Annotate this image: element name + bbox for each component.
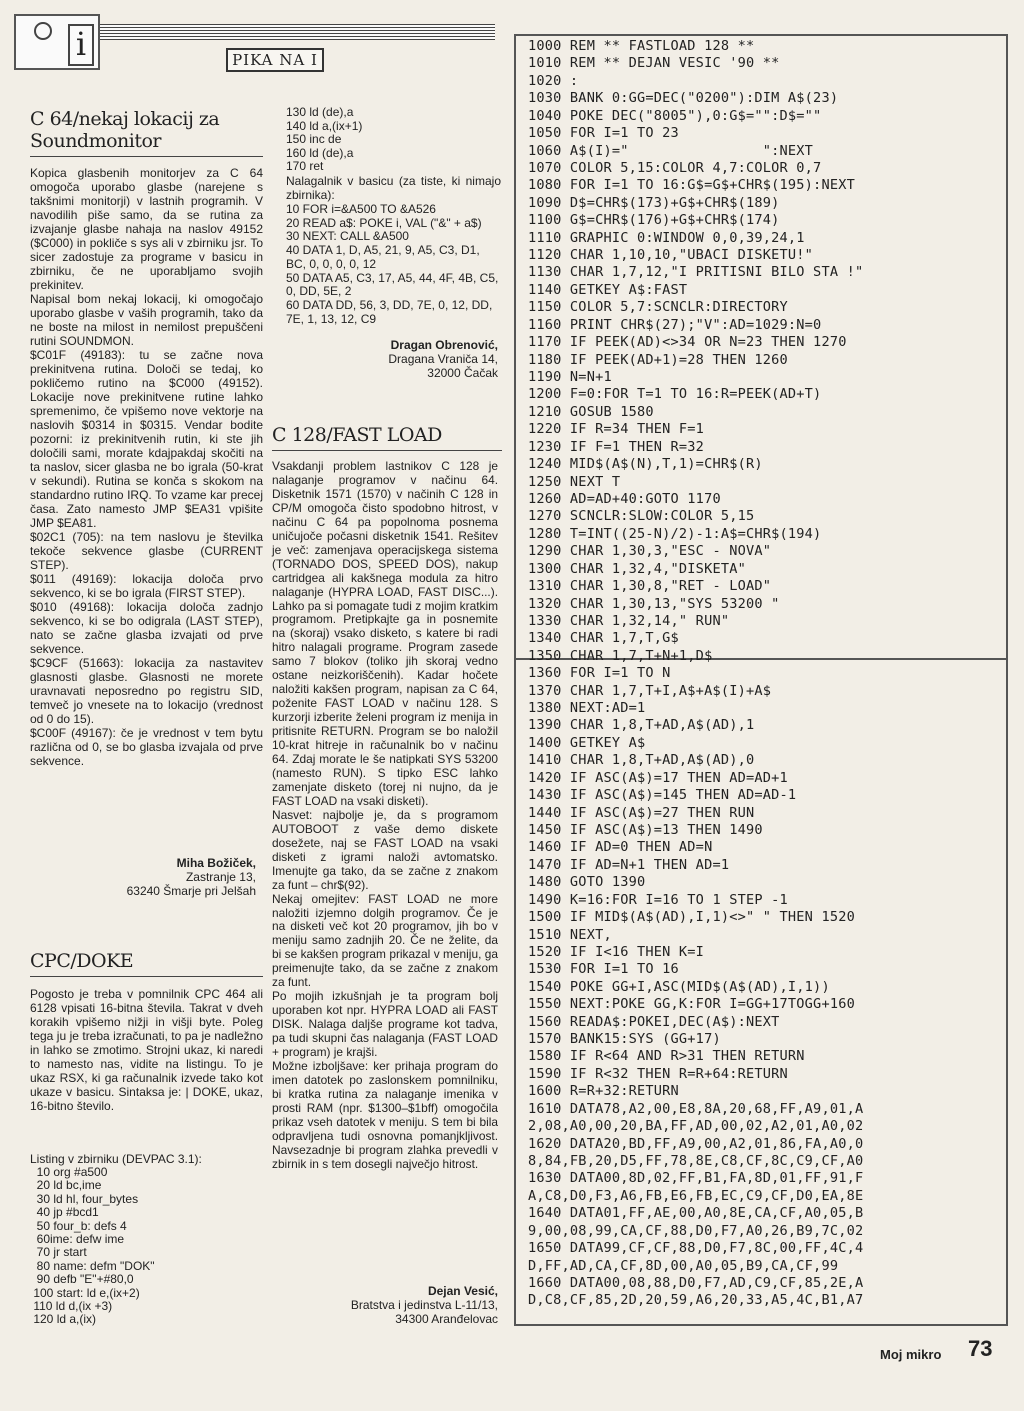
listing-line: 1310 CHAR 1,30,8,"RET - LOAD" [528,578,772,595]
article-title-fastload: C 128/FAST LOAD [272,424,442,446]
logo-circle-icon [34,22,52,40]
listing-line: 1170 IF PEEK(AD)<>34 OR N=23 THEN 1270 [528,334,847,351]
basic-loader-listing: 10 FOR i=&A500 TO &A526 20 READ a$: POKE i, VAL ("&" + a$) 30 NEXT: CALL &A500 40 DATA 1, D, A5, 21, 9, A5, C3, D1, BC, 0, 0, 0, 0, 12 50 DATA A5, C3, 17, A5, 44, 4F, 4B, C5, 0, DD, 5E, 2 60 DATA DD, 56, 3, DD, 7E, 0, 12, DD, 7E, 1, 13, 12, C9 [286,202,499,326]
listing-line: 1270 SCNCLR:SLOW:COLOR 5,15 [528,508,755,525]
listing-line: 1060 A$(I)=" ":NEXT [528,142,814,159]
listing-line: 1350 CHAR 1,7,T+N+1,D$ [528,647,713,664]
listing-line: 1530 FOR I=1 TO 16 [528,961,679,978]
listing-line: 1150 COLOR 5,7:SCNCLR:DIRECTORY [528,299,788,316]
author-name-cpc: Dragan Obrenović, [390,338,498,352]
listing-line: 1450 IF ASC(A$)=13 THEN 1490 [528,821,763,838]
listing-line: 1040 POKE DEC("8005"),0:G$="":D$="" [528,107,822,124]
listing-line: A,C8,D0,F3,A6,FB,E6,FB,EC,C9,CF,D0,EA,8E [528,1187,864,1204]
listing-line: 1140 GETKEY A$:FAST [528,281,688,298]
listing-line: 1620 DATA20,BD,FF,A9,00,A2,01,86,FA,A0,0 [528,1135,864,1152]
listing-line: 1210 GOSUB 1580 [528,403,654,420]
listing-line: 1360 FOR I=1 TO N [528,665,671,682]
listing-line: 1430 IF ASC(A$)=145 THEN AD=AD-1 [528,787,797,804]
listing-line: 1490 K=16:FOR I=16 TO 1 STEP -1 [528,891,788,908]
article-body-c64: Kopica glasbenih monitorjev za C 64 omogoča uporabo glasbe (narejene s takšnimi monitorji) v lastnih programih. V navodilih piše samo, da se rutina za izvajanje glasbe nahaja na naslov 49152 ($C000) in pokliče s sys ali v zbirniku jsr. To sicer zadostuje za programe v basicu in zbirniku, če ne uporabljamo svojih prekinitev. Napisal bom nekaj lokacij, ki omogočajo uporabo glasbe v vaših programih, tako da ne boste na milost in nemilost prepuščeni rutini SOUNDMON. $C01F (49183): tu se začne nova prekinitvena rutina. Določi se tedaj, ko pokličemo rutino na $C000 (49152). Lokacije nove prekinitvene rutine lahko spremenimo, če vpišemo nove vektorje na naslovih $0314 in $0315. Vendar bodite pozorni: iz prekinitvenih rutin, ki ste jih določili sami, morate kdajpakdaj skočiti na ta naslov, sicer glasba ne bo igrala (50-krat v sekundi). Rutina se konča s skokom na standardno rutino IRQ. To vzame kar precej časa. Zato namesto JMP $EA31 vpišite JMP $EA81. $02C1 (705): na tem naslovu je številka tekoče sekvence glasbe (CURRENT STEP). $011 (49169): lokacija določa prvo sekvenco, ki se bo igrala (FIRST STEP). $010 (49168): lokacija določa zadnjo sekvenco, ki se bo odigrala (LAST STEP), nato se začne glasba izvajati od prve sekvence. $C9CF (51663): lokacija za nastavitev glasnosti glasbe. Glasnosti ne morete uravnavati neposredno po registru SID, temveč jo vnesete na to lokacijo (vrednost od 0 do 15). $C00F (49167): če je vrednost v tem bytu različna od 0, se bo glasba izvajala od prve sekvence. [30,166,263,768]
article-title-c64: C 64/nekaj lokacij za Soundmonitor [30,108,220,152]
listing-line: 1500 IF MID$(A$(AD),I,1)<>" " THEN 1520 [528,909,855,926]
listing-line: 1440 IF ASC(A$)=27 THEN RUN [528,804,755,821]
listing-line: 1420 IF ASC(A$)=17 THEN AD=AD+1 [528,769,788,786]
page-number: 73 [968,1336,993,1361]
section-title: PIKA NA I [226,48,324,72]
listing-line: 1380 NEXT:AD=1 [528,700,646,717]
listing-line: 1660 DATA00,08,88,D0,F7,AD,C9,CF,85,2E,A [528,1274,864,1291]
listing-line: 1390 CHAR 1,8,T+AD,A$(AD),1 [528,717,755,734]
listing-intro: Listing v zbirniku (DEVPAC 3.1): [30,1152,202,1166]
author-name-fastload: Dejan Vesić, [427,1284,498,1298]
listing-line: 1410 CHAR 1,8,T+AD,A$(AD),0 [528,752,755,769]
listing-line: 1180 IF PEEK(AD+1)=28 THEN 1260 [528,351,788,368]
listing-line: 1190 N=N+1 [528,369,612,386]
assembler-listing-cont: 130 ld (de),a 140 ld a,(ix+1) 150 inc de 160 ld (de),a 170 ret [286,105,363,174]
listing-line: 1020 : [528,72,579,89]
listing-line: 1480 GOTO 1390 [528,874,646,891]
listing-line: 1290 CHAR 1,30,3,"ESC - NOVA" [528,543,772,560]
listing-line: 1120 CHAR 1,10,10,"UBACI DISKETU!" [528,247,814,264]
basic-program-listing [528,38,1006,1310]
listing-line: 1000 REM ** FASTLOAD 128 ** [528,38,755,54]
listing-line: 1100 G$=CHR$(176)+G$+CHR$(174) [528,212,780,229]
listing-line: 8,84,FB,20,D5,FF,78,8E,C8,CF,8C,C9,CF,A0 [528,1153,864,1169]
listing-line: 1630 DATA00,8D,02,FF,B1,FA,8D,01,FF,91,F [528,1170,864,1187]
listing-line: 1330 CHAR 1,32,14," RUN" [528,612,730,629]
section-logo [14,14,100,70]
listing-line: 1130 CHAR 1,7,12,"I PRITISNI BILO STA !" [528,264,864,281]
author-address-c64: Zastranje 13, 63240 Šmarje pri Jelšah [126,870,256,898]
magazine-name: Moj mikro [880,1347,942,1362]
listing-line: 9,00,08,99,CA,CF,88,D0,F7,A0,26,B9,7C,02 [528,1222,864,1239]
author-address-fastload: Bratstva i jedinstva L-11/13, 34300 Aranđelovac [350,1298,498,1326]
listing-line: 1090 D$=CHR$(173)+G$+CHR$(189) [528,194,780,211]
listing-line: 1650 DATA99,CF,CF,88,D0,F7,8C,00,FF,4C,4 [528,1240,864,1257]
listing-line: 1640 DATA01,FF,AE,00,A0,8E,CA,CF,A0,05,B [528,1205,864,1222]
listing-line: 1570 BANK15:SYS (GG+17) [528,1031,721,1048]
listing-line: 1160 PRINT CHR$(27);"V":AD=1029:N=0 [528,316,822,333]
listing-line: 1540 POKE GG+I,ASC(MID$(A$(AD),I,1)) [528,978,830,995]
listing-line: 1240 MID$(A$(N),T,1)=CHR$(R) [528,456,763,473]
logo-letter: i [68,24,94,66]
listing-line: 1070 COLOR 5,15:COLOR 4,7:COLOR 0,7 [528,159,822,176]
listing-line: 1010 REM ** DEJAN VESIC '90 ** [528,55,780,72]
listing-line: 2,08,A0,00,20,BA,FF,AD,00,02,A2,01,A0,02 [528,1118,864,1135]
listing-line: 1200 F=0:FOR T=1 TO 16:R=PEEK(AD+T) [528,386,822,403]
listing-line: 1560 READA$:POKEI,DEC(A$):NEXT [528,1013,780,1030]
listing-line: 1260 AD=AD+40:GOTO 1170 [528,490,721,507]
listing-line: 1610 DATA78,A2,00,E8,8A,20,68,FF,A9,01,A [528,1100,864,1117]
listing-line: 1520 IF I<16 THEN K=I [528,943,705,960]
listing-line: 1230 IF F=1 THEN R=32 [528,438,705,455]
article-title-cpc: CPC/DOKE [30,950,134,972]
author-name-c64: Miha Božiček, [176,856,256,870]
listing-line: 1460 IF AD=0 THEN AD=N [528,839,713,856]
title-rule [30,976,263,977]
title-rule [30,156,263,157]
assembler-listing: 10 org #a500 20 ld bc,ime 30 ld hl, four_bytes 40 jp #bcd1 50 four_b: defs 4 60ime: defw ime 70 jr start 80 name: defm "DOK" 90 defb "E"+#80,0 100 start: ld e,(ix+2) 110 ld d,(ix +3) 120 ld a,(ix) [33,1165,155,1327]
listing-line: D,FF,AD,CA,CF,8D,00,A0,05,B9,CA,CF,99 [528,1257,839,1274]
listing-line: 1320 CHAR 1,30,13,"SYS 53200 " [528,595,780,612]
article-body-fastload: Vsakdanji problem lastnikov C 128 je nalaganje programov v načinu 64. Disketnik 1571 (1570) v načinih C 128 in CP/M omogoča čisto spodobno hitrost, v načinu C 64 pa popolnoma posnema uničujoče počasni disketnik 1541. Rešitev je več: zamenjava operacijskega sistema (TORNADO DOS, SPEED DOS), nakup cartridgea ali kakšnega modula za hitro nalaganje (HYPRA LOAD, FAST DISC...). Lahko pa si pomagate tudi z mojim kratkim programom. Pretipkajte ga in posnemite na (skoraj) vsako disketo, s katere bi radi hitro nalagali programe. Program zasede samo 7 blokov (toliko jih skoraj vedno ostane neizkoriščenih). Kadar hočete naložiti kakšen program, napisan za C 64, poženite FAST LOAD v načinu 128. S kurzorji izberite želeni program iz menija in pritisnite RETURN. Program se bo naložil 10-krat hitreje in računalnik bo v načinu 64. Zdaj morate le še natipkati SYS 53200 (namesto RUN). S tipko ESC lahko zamenjate disketo (torej ni nujno, da je FAST LOAD na vsaki disketi). Nasvet: najbolje je, da s programom AUTOBOOT z vaše demo diskete dosežete, naj se FAST LOAD na vsaki disketi z igrami naloži avtomatsko. Imenujte ga tako, da se začne z znakom za funt – chr$(92). Nekaj omejitev: FAST LOAD ne more naložiti izjemno dolgih programov. Če je na disketi več kot 20 programov, jih bo v meniju samo zadnjih 20. Če ne želite, da bi se kakšen program prikazal v meniju, ga preimenujte tako, da se začne z znakom za funt. Po mojih izkušnjah je ta program bolj uporaben kot npr. HYPRA LOAD ali FAST DISK. Nalaga daljše programe kot tadva, pa tudi skupni čas nalaganja (FAST LOAD + program) je krajši. Možne izboljšave: ker prihaja program do imen datotek po zaslonskem pomnilniku, bi kratka rutina za nalaganje imenika v prosti RAM (npr. $1300–$1bff) omogočila prikaz vseh datotek v meniju. S tem bi bila odpravljena tudi osnovna pomanjkljivost. Navsezadnje bi program zlahka prevedli v zbirnik in s tem dosegli največjo hitrost. [272,459,498,1171]
listing-line: 1510 NEXT, [528,926,612,943]
listing-line: 1400 GETKEY A$ [528,734,646,751]
listing-line: 1300 CHAR 1,32,4,"DISKETA" [528,560,746,577]
author-address-cpc: Dragana Vraniča 14, 32000 Čačak [388,352,498,380]
listing-line: 1600 R=R+32:RETURN [528,1083,679,1100]
listing-line: 1250 NEXT T [528,473,621,490]
listing-line: 1470 IF AD=N+1 THEN AD=1 [528,856,730,873]
listing-line: 1030 BANK 0:GG=DEC("0200"):DIM A$(23) [528,90,839,107]
listing-line: 1580 IF R<64 AND R>31 THEN RETURN [528,1048,805,1065]
listing-line: 1590 IF R<32 THEN R=R+64:RETURN [528,1065,788,1082]
title-rule [272,450,502,451]
listing-line: 1050 FOR I=1 TO 23 [528,125,679,142]
listing-line: 1370 CHAR 1,7,T+I,A$+A$(I)+A$ [528,682,772,699]
listing-line: 1110 GRAPHIC 0:WINDOW 0,0,39,24,1 [528,229,805,246]
listing-line: 1550 NEXT:POKE GG,K:FOR I=GG+17TOGG+160 [528,996,855,1013]
article-body-cpc: Pogosto je treba v pomnilnik CPC 464 ali 6128 vpisati 16-bitna števila. Takrat v dveh korakih vpišemo nižji in višji byte. Poleg tega ju je treba izračunati, to pa je nadležno in lahko se zmotimo. Strojni ukaz, ki naredi to namesto nas, vidite na listingu. To je ukaz RSX, ki ga računalnik izvede tako kot ukaze v basicu. Sintaksa je: | DOKE, ukaz, 16-bitno število. [30,987,263,1113]
basic-loader-intro: Nalagalnik v basicu (za tiste, ki nimajo zbirnika): [286,174,501,202]
listing-line: 1280 T=INT((25-N)/2)-1:A$=CHR$(194) [528,525,822,542]
listing-line: 1340 CHAR 1,7,T,G$ [528,630,679,647]
listing-line: D,C8,CF,85,2D,20,59,A6,20,33,A5,4C,B1,A7 [528,1292,864,1309]
listing-line: 1080 FOR I=1 TO 16:G$=G$+CHR$(195):NEXT [528,177,855,194]
header-stripes [100,24,495,40]
listing-line: 1220 IF R=34 THEN F=1 [528,421,705,438]
